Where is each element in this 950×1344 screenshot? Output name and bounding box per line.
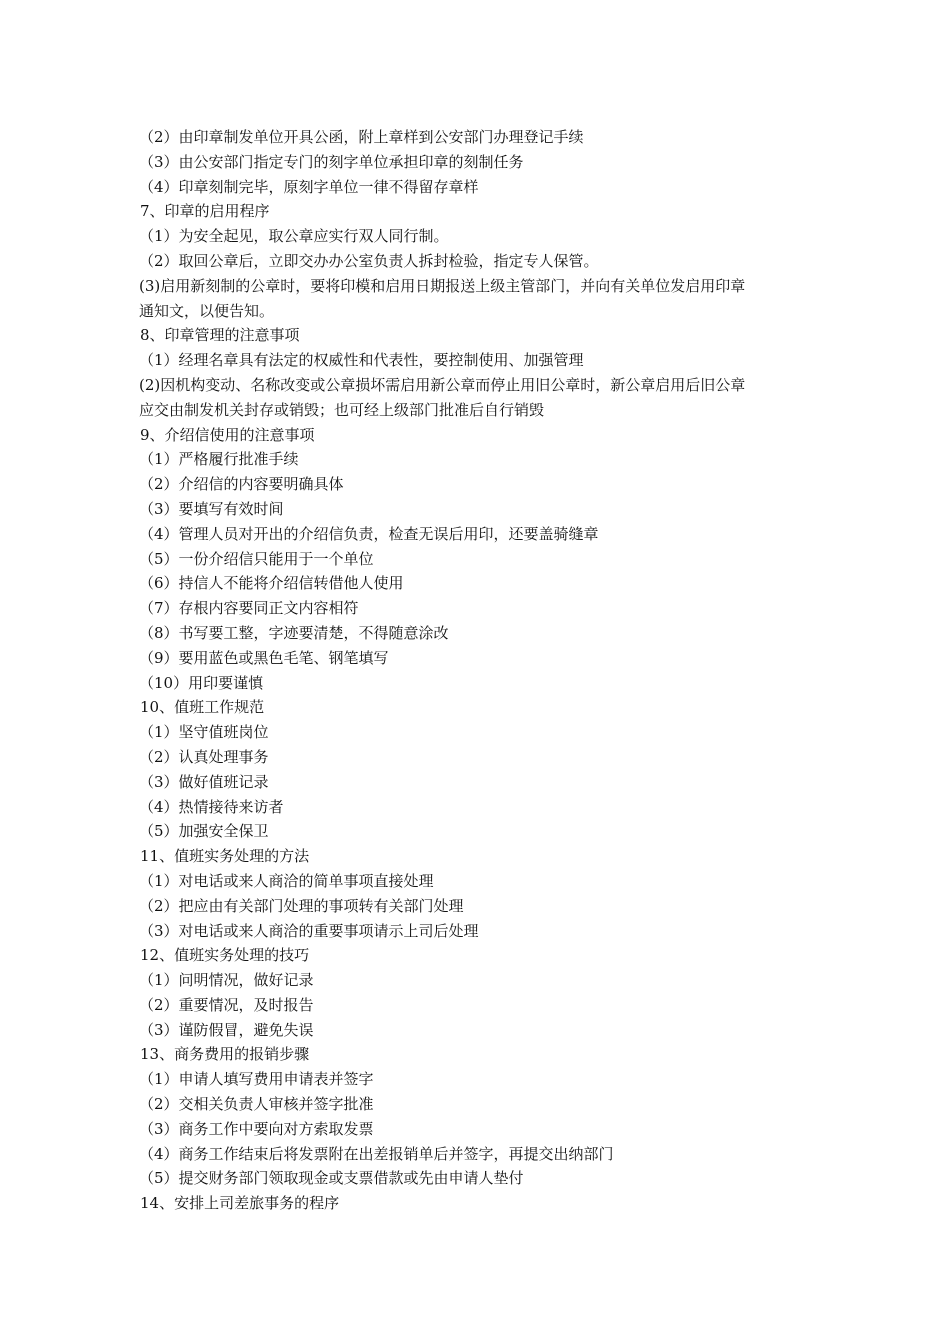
list-item: （3）由公安部门指定专门的刻字单位承担印章的刻制任务: [139, 152, 524, 171]
list-item: （1）问明情况，做好记录: [139, 971, 314, 990]
list-item: （2）重要情况，及时报告: [139, 995, 314, 1014]
list-item: （2）认真处理事务: [139, 747, 269, 766]
list-item: （2）交相关负责人审核并签字批准: [139, 1095, 374, 1114]
list-item: （1）为安全起见，取公章应实行双人同行制。: [139, 227, 449, 246]
list-item: （7）存根内容要同正文内容相符: [139, 599, 359, 618]
list-item: （5）一份介绍信只能用于一个单位: [139, 549, 374, 568]
section-heading: 7、印章的启用程序: [140, 202, 270, 221]
list-item: （4）热情接待来访者: [139, 797, 284, 816]
list-item: （4）商务工作结束后将发票附在出差报销单后并签字，再提交出纳部门: [139, 1144, 614, 1163]
list-item: (2)因机构变动、名称改变或公章损坏需启用新公章而停止用旧公章时，新公章启用后旧公章: [139, 375, 746, 394]
list-item: （2）取回公章后，立即交办办公室负责人拆封检验，指定专人保管。: [139, 251, 599, 270]
list-item: （4）管理人员对开出的介绍信负责，检查无误后用印，还要盖骑缝章: [139, 524, 599, 543]
list-item: （6）持信人不能将介绍信转借他人使用: [139, 574, 404, 593]
list-item: （3）做好值班记录: [139, 772, 269, 791]
list-item: （1）经理名章具有法定的权威性和代表性，要控制使用、加强管理: [139, 351, 584, 370]
list-item: （1）申请人填写费用申请表并签字: [139, 1070, 374, 1089]
list-item: （9）要用蓝色或黑色毛笔、钢笔填写: [139, 648, 389, 667]
list-item: 通知文，以便告知。: [139, 301, 275, 320]
section-heading: 9、介绍信使用的注意事项: [140, 425, 315, 444]
list-item: （3）谨防假冒，避免失误: [139, 1020, 314, 1039]
section-heading: 13、商务费用的报销步骤: [140, 1045, 310, 1064]
section-heading: 8、印章管理的注意事项: [140, 326, 300, 345]
section-heading: 10、值班工作规范: [140, 698, 265, 717]
list-item: （10）用印要谨慎: [139, 673, 264, 692]
section-heading: 12、值班实务处理的技巧: [140, 946, 310, 965]
list-item: （5）提交财务部门领取现金或支票借款或先由申请人垫付: [139, 1169, 524, 1188]
list-item: （2）介绍信的内容要明确具体: [139, 475, 344, 494]
list-item: （3）商务工作中要向对方索取发票: [139, 1119, 374, 1138]
list-item: （8）书写要工整，字迹要清楚，不得随意涂改: [139, 623, 449, 642]
section-heading: 11、值班实务处理的方法: [140, 847, 310, 866]
list-item: （1）坚守值班岗位: [139, 723, 269, 742]
section-heading: 14、安排上司差旅事务的程序: [140, 1194, 340, 1213]
list-item: （3）对电话或来人商洽的重要事项请示上司后处理: [139, 921, 479, 940]
list-item: （5）加强安全保卫: [139, 822, 269, 841]
list-item: （2）由印章制发单位开具公函，附上章样到公安部门办理登记手续: [139, 128, 584, 146]
list-item: （2）把应由有关部门处理的事项转有关部门处理: [139, 896, 464, 915]
list-item: （3）要填写有效时间: [139, 499, 284, 518]
list-item: （1）严格履行批准手续: [139, 450, 299, 469]
list-item: (3)启用新刻制的公章时，要将印模和启用日期报送上级主管部门，并向有关单位发启用印章: [139, 276, 746, 295]
list-item: （1）对电话或来人商洽的简单事项直接处理: [139, 871, 434, 890]
document-body: [139, 125, 819, 1216]
list-item: （4）印章刻制完毕，原刻字单位一律不得留存章样: [139, 177, 479, 196]
list-item: 应交由制发机关封存或销毁；也可经上级部门批准后自行销毁: [139, 400, 545, 419]
